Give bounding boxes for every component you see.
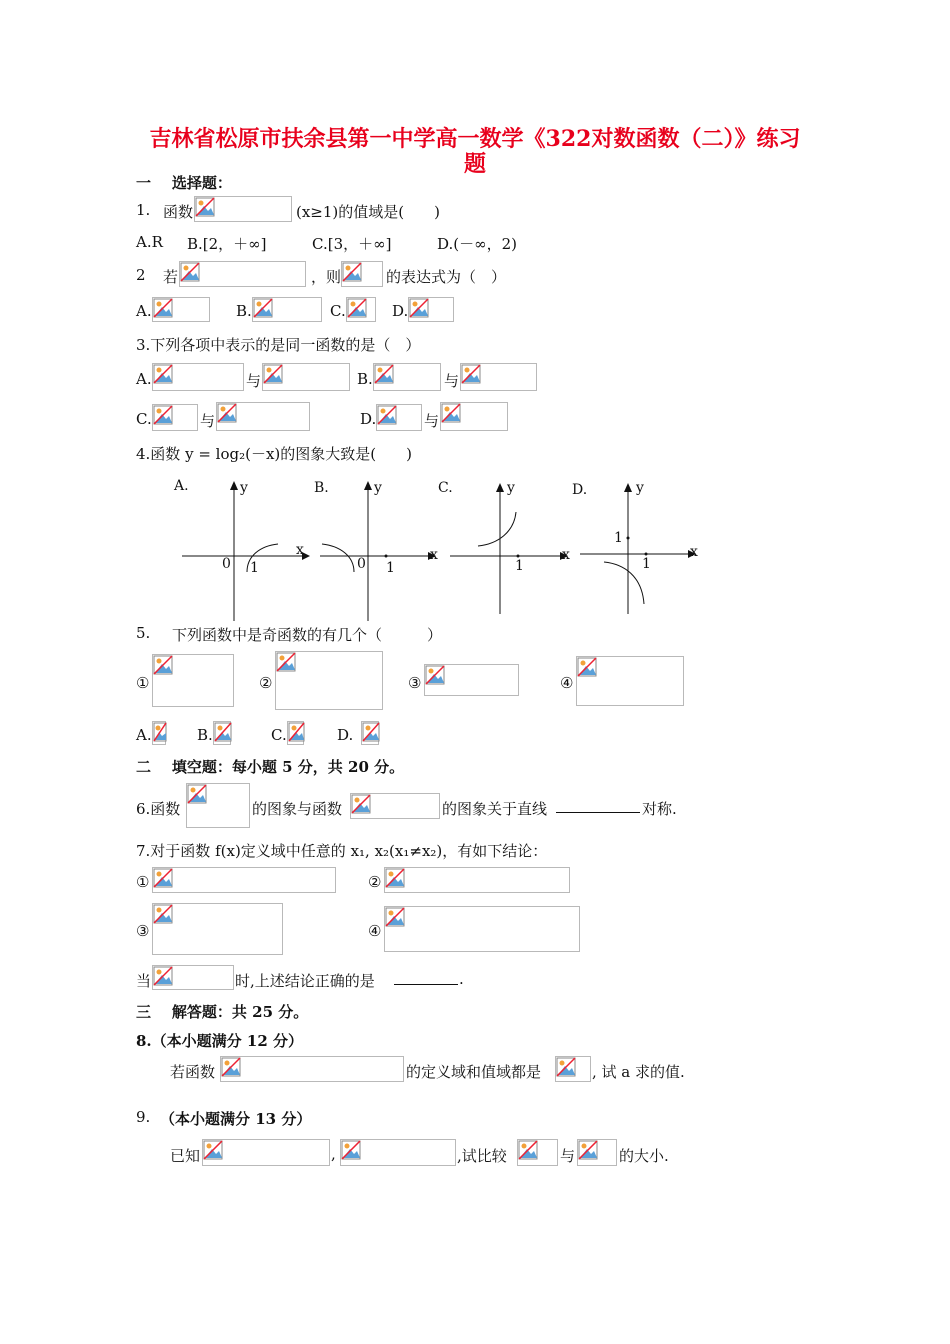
q5-item-4-marker: ④	[560, 674, 574, 692]
q4-graph-a	[170, 476, 310, 621]
q8-prefix: 若函数	[170, 1063, 216, 1081]
q5-option-b: B.	[197, 726, 213, 744]
graph-d-x-label: x	[690, 544, 698, 560]
q2-option-a-image	[152, 297, 210, 322]
broken-image-icon	[342, 262, 362, 282]
q5-option-b-image	[213, 721, 231, 745]
broken-image-icon	[153, 966, 173, 986]
broken-image-icon	[153, 298, 173, 318]
graph-b-axes	[310, 476, 450, 621]
q7-end: .	[459, 970, 464, 988]
q4-graph-c	[432, 476, 578, 621]
q7-item-1-image	[152, 867, 336, 893]
q7-when-suffix: 时,上述结论正确的是	[235, 972, 375, 990]
broken-image-icon	[425, 665, 445, 685]
section-3-number: 三	[136, 1003, 152, 1021]
graph-b-origin: 0	[357, 556, 366, 572]
graph-c-x-label: x	[562, 547, 570, 563]
broken-image-icon	[385, 907, 405, 927]
broken-image-icon	[203, 1140, 223, 1160]
broken-image-icon	[288, 722, 305, 742]
q5-option-d: D.	[337, 726, 354, 744]
q5-item-1-marker: ①	[136, 674, 150, 692]
q2-option-b: B.	[236, 302, 252, 320]
section-2-heading	[136, 756, 404, 777]
q6-mid: 的图象与函数	[252, 800, 343, 818]
q3-option-b-right-image	[460, 363, 537, 391]
broken-image-icon	[153, 722, 167, 742]
q1-number: 1.	[136, 201, 151, 219]
q1-condition: (x≥1)的值域是( )	[296, 203, 440, 221]
section-3-label: 解答题：共 25 分。	[171, 1003, 309, 1021]
q3-option-d-and: 与	[424, 412, 440, 430]
q7-condition-image	[152, 965, 234, 990]
section-1-number: 一	[136, 174, 152, 192]
broken-image-icon	[217, 403, 237, 423]
graph-a-x-label: x	[296, 542, 304, 558]
q2-suffix: 的表达式为（ ）	[386, 268, 507, 286]
graph-b-x-label: x	[430, 547, 438, 563]
q2-option-d-image	[408, 297, 454, 322]
page-title-continued: 题	[463, 151, 486, 177]
q5-text: 下列函数中是奇函数的有几个（ ）	[172, 626, 443, 644]
q3-option-d-left-image	[376, 404, 422, 431]
q3-option-a: A.	[136, 370, 152, 388]
graph-d-y-label: y	[636, 480, 644, 496]
q4-graph-d	[566, 476, 706, 621]
q5-item-3-image	[424, 664, 519, 696]
q5-item-4-image	[576, 656, 684, 706]
q5-item-2-marker: ②	[259, 674, 273, 692]
q9-given-2-image	[340, 1139, 456, 1166]
q8-interval-image	[555, 1056, 591, 1082]
broken-image-icon	[347, 298, 367, 318]
graph-a-tick: 1	[250, 560, 259, 576]
q3-option-d-right-image	[440, 402, 508, 431]
q6-prefix: 6.函数	[136, 800, 181, 818]
broken-image-icon	[518, 1140, 538, 1160]
graph-c-y-label: y	[507, 480, 515, 496]
broken-image-icon	[578, 1140, 598, 1160]
q7-item-3-image	[152, 903, 283, 955]
q5-number: 5.	[136, 624, 151, 642]
q9-comma: ,	[331, 1145, 336, 1163]
section-2-number: 二	[136, 758, 152, 776]
section-3-heading	[136, 1001, 308, 1022]
section-1-label: 选择题：	[171, 174, 232, 192]
q1-option-d: D.(－∞，2)	[437, 235, 518, 253]
broken-image-icon	[441, 403, 461, 423]
broken-image-icon	[461, 364, 481, 384]
q2-mid: ，则	[311, 268, 342, 286]
broken-image-icon	[253, 298, 273, 318]
q1-formula-image	[194, 196, 292, 222]
q7-item-4-image	[384, 906, 580, 952]
q3-option-c-and: 与	[200, 412, 216, 430]
q2-option-d: D.	[392, 302, 409, 320]
q7-when: 当	[136, 972, 152, 990]
graph-a-origin: 0	[222, 556, 231, 572]
q5-option-a-image	[152, 721, 166, 745]
q6-answer-blank	[556, 798, 640, 817]
broken-image-icon	[221, 1057, 241, 1077]
q3-option-d: D.	[360, 410, 377, 428]
q3-option-b-left-image	[373, 363, 441, 391]
q4-text: 4.函数 y = log₂(－x)的图象大致是( )	[136, 445, 412, 463]
q2-number: 2	[136, 266, 146, 284]
q6-func1-image	[186, 783, 250, 828]
broken-image-icon	[153, 868, 173, 888]
graph-d-y-tick: 1	[614, 530, 623, 546]
q6-suffix2: 对称.	[642, 800, 677, 818]
q7-item-1-marker: ①	[136, 873, 150, 891]
q1-prefix: 函数	[163, 203, 194, 221]
section-2-label: 填空题：每小题 5 分，共 20 分。	[171, 758, 405, 776]
broken-image-icon	[341, 1140, 361, 1160]
q2-option-c: C.	[330, 302, 346, 320]
q1-option-c: C.[3，＋∞]	[312, 235, 392, 253]
q7-text: 7.对于函数 f(x)定义域中任意的 x₁, x₂(x₁≠x₂)，有如下结论：	[136, 842, 548, 860]
q2-fx-image	[341, 261, 383, 287]
q9-suffix: 的大小.	[619, 1147, 669, 1165]
broken-image-icon	[153, 904, 173, 924]
q5-option-c-image	[287, 721, 304, 745]
broken-image-icon	[377, 405, 397, 425]
q7-answer-blank	[394, 970, 458, 989]
page-title: 吉林省松原市扶余县第一中学高一数学《322对数函数（二）》练习	[149, 126, 801, 152]
q5-item-2-image	[275, 651, 383, 710]
graph-b-tick: 1	[386, 560, 395, 576]
q5-option-d-image	[361, 721, 379, 745]
q8-function-image	[220, 1056, 404, 1082]
q8-suffix: , 试 a 求的值.	[592, 1063, 685, 1081]
broken-image-icon	[195, 197, 215, 217]
q9-and: 与	[560, 1147, 576, 1165]
broken-image-icon	[187, 784, 207, 804]
q3-option-a-right-image	[262, 363, 350, 391]
graph-a-y-label: y	[240, 480, 248, 496]
q2-prefix: 若	[163, 268, 179, 286]
q9-given-1-image	[202, 1139, 330, 1166]
q1-option-b: B.[2，＋∞]	[187, 235, 267, 253]
q7-item-4-marker: ④	[368, 922, 382, 940]
broken-image-icon	[362, 722, 380, 742]
q4-graph-b	[310, 476, 450, 621]
q5-item-3-marker: ③	[408, 674, 422, 692]
broken-image-icon	[180, 262, 200, 282]
q3-option-a-and: 与	[246, 372, 262, 390]
q3-option-c-right-image	[216, 402, 310, 431]
q9-mid: ,试比较	[457, 1147, 507, 1165]
q9-prefix: 已知	[170, 1147, 201, 1165]
broken-image-icon	[351, 794, 371, 814]
q9-compare-2-image	[577, 1139, 617, 1166]
q9-number: 9.	[136, 1108, 151, 1126]
broken-image-icon	[214, 722, 232, 742]
graph-b-y-label: y	[374, 480, 382, 496]
q5-option-a: A.	[136, 726, 152, 744]
broken-image-icon	[153, 364, 173, 384]
broken-image-icon	[409, 298, 429, 318]
broken-image-icon	[276, 652, 296, 672]
q7-item-3-marker: ③	[136, 922, 150, 940]
q3-option-c-left-image	[152, 404, 198, 431]
q5-item-1-image	[152, 654, 234, 707]
q6-suffix1: 的图象关于直线	[442, 800, 548, 818]
graph-c-tick: 1	[515, 558, 524, 574]
broken-image-icon	[153, 655, 173, 675]
q9-heading: （本小题满分 13 分）	[160, 1110, 312, 1128]
q8-heading: 8.（本小题满分 12 分）	[136, 1032, 303, 1050]
q6-func2-image	[350, 793, 440, 819]
q8-mid: 的定义域和值域都是	[406, 1063, 542, 1081]
q2-option-b-image	[252, 297, 322, 322]
q3-option-c: C.	[136, 410, 152, 428]
q9-compare-1-image	[517, 1139, 558, 1166]
q3-option-b: B.	[357, 370, 373, 388]
graph-d-tick: 1	[642, 556, 651, 572]
broken-image-icon	[263, 364, 283, 384]
q7-item-2-marker: ②	[368, 873, 382, 891]
broken-image-icon	[153, 405, 173, 425]
graph-b-letter: B.	[314, 480, 329, 496]
graph-c-letter: C.	[438, 480, 453, 496]
graph-a-letter: A.	[174, 478, 189, 494]
broken-image-icon	[385, 868, 405, 888]
q1-option-a: A.R	[136, 233, 163, 251]
q3-option-a-left-image	[152, 363, 244, 391]
q3-text: 3.下列各项中表示的是同一函数的是（ ）	[136, 336, 421, 354]
q7-item-2-image	[384, 867, 570, 893]
graph-d-letter: D.	[572, 482, 588, 498]
q5-option-c: C.	[271, 726, 287, 744]
graph-c-axes	[432, 476, 578, 621]
broken-image-icon	[374, 364, 394, 384]
q3-option-b-and: 与	[444, 372, 460, 390]
q2-option-a: A.	[136, 302, 152, 320]
q2-formula-image	[179, 261, 306, 287]
broken-image-icon	[556, 1057, 576, 1077]
section-1-heading	[136, 172, 232, 193]
graph-a-axes	[170, 476, 310, 621]
broken-image-icon	[577, 657, 597, 677]
q2-option-c-image	[346, 297, 376, 322]
